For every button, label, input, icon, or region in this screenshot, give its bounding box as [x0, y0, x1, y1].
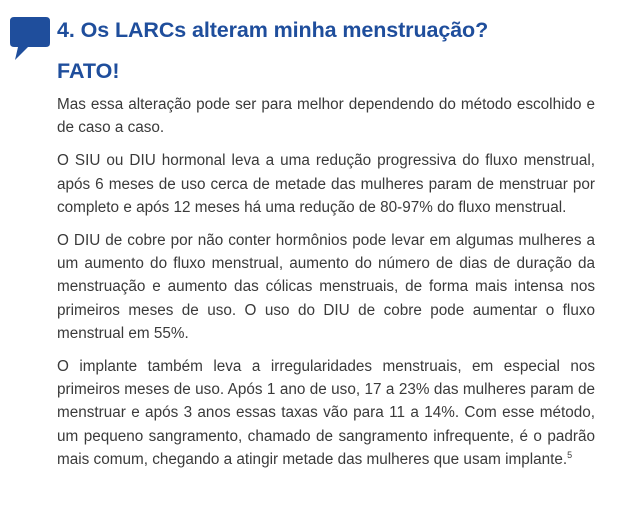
body-text [57, 93, 595, 481]
speech-bubble-shape [10, 17, 50, 60]
paragraph: Mas essa alteração pode ser para melhor dependendo do método escolhido e de caso a caso. [57, 96, 595, 137]
section-title: 4. Os LARCs alteram minha menstruação? [57, 18, 489, 42]
paragraph-text: O implante também leva a irregularidades menstruais, em especial nos primeiros meses de uso. Após 1 ano de uso, 17 a 23% das mulheres param de menstruar e após 3 anos essas taxas vão para 11 a 14%. Com esse método, um pequeno sangramento, chamado de sangramento infrequente, é o padrão mais comum, chegando a atingir metade das mulheres que usam implante. [57, 358, 595, 468]
speech-bubble-icon [9, 16, 51, 62]
paragraph: O SIU ou DIU hormonal leva a uma redução progressiva do fluxo menstrual, após 6 meses de uso cerca de metade das mulheres param de menstruar por completo e após 12 meses há uma redução de 80-97% do fluxo menstrual. [57, 152, 595, 216]
verdict-label: FATO! [57, 59, 120, 83]
paragraph: O DIU de cobre por não conter hormônios pode levar em algumas mulheres a um aumento do fluxo menstrual, aumento do número de dias de duração da menstruação e aumento das cólicas menstruais, de forma mais intensa nos primeiros meses de uso. O uso do DIU de cobre pode aumentar o fluxo menstrual em 55%. [57, 232, 595, 342]
footnote-reference: 5 [567, 449, 573, 460]
paragraph [57, 355, 595, 471]
